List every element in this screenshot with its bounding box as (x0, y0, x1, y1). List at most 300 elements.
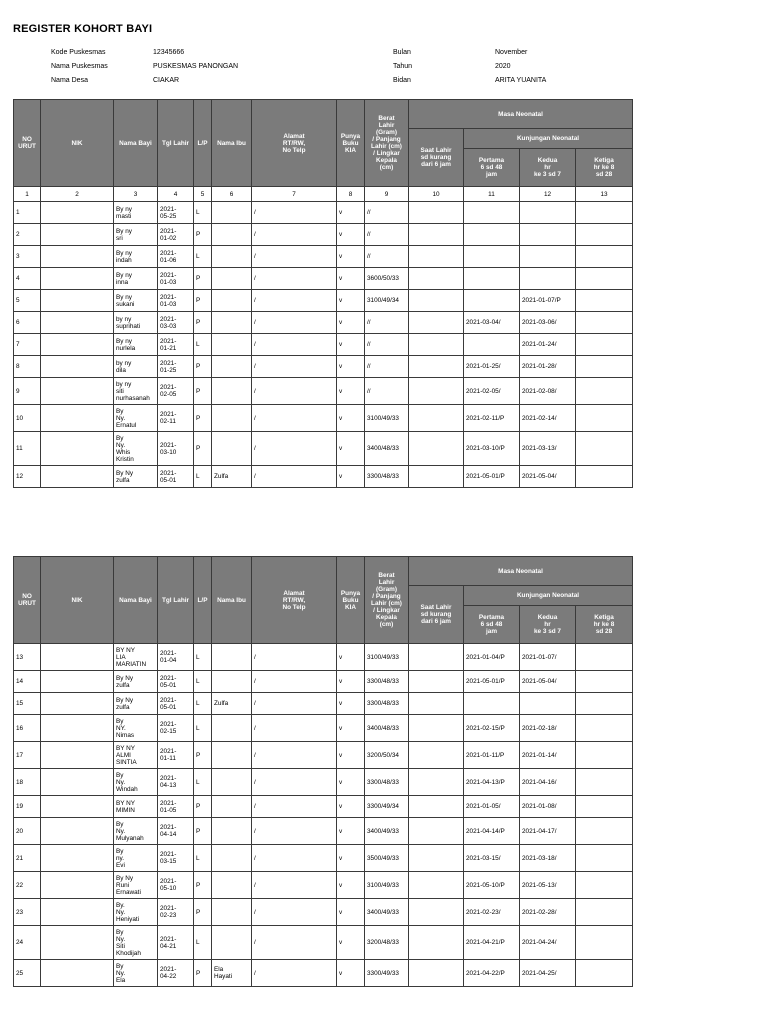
cell-alamat: / (252, 845, 337, 872)
cell-nama-bayi: By ny sri (114, 224, 158, 246)
cell-berat-lahir: 3300/49/33 (365, 960, 409, 987)
header-masa-neonatal: Masa Neonatal (409, 557, 633, 586)
cell-nik (41, 268, 114, 290)
cell-nik (41, 466, 114, 488)
cell-nama-bayi: By ny inna (114, 268, 158, 290)
header-tgl-lahir: Tgl Lahir (158, 100, 194, 187)
cell-kunjungan-kedua: 2021-01-08/ (520, 796, 576, 818)
cell-punya-buku: v (337, 356, 365, 378)
cell-kunjungan-kedua: 2021-04-25/ (520, 960, 576, 987)
cell-saat-lahir (409, 378, 464, 405)
cell-tgl-lahir: 2021- 01-11 (158, 742, 194, 769)
cell-alamat: / (252, 644, 337, 671)
cell-kunjungan-kedua: 2021-01-28/ (520, 356, 576, 378)
cell-saat-lahir (409, 432, 464, 466)
cell-berat-lahir: 3300/48/33 (365, 466, 409, 488)
cell-saat-lahir (409, 334, 464, 356)
cell-kunjungan-ketiga (576, 742, 633, 769)
cell-kunjungan-kedua (520, 202, 576, 224)
cell-saat-lahir (409, 290, 464, 312)
table-row (14, 899, 633, 926)
cell-saat-lahir (409, 202, 464, 224)
header-lp: L/P (194, 557, 212, 644)
cell-berat-lahir: 3300/48/33 (365, 769, 409, 796)
cell-alamat: / (252, 926, 337, 960)
cell-lp: L (194, 246, 212, 268)
cell-nama-ibu (212, 432, 252, 466)
cell-nama-ibu: Zulfa (212, 693, 252, 715)
cell-berat-lahir: 3100/49/33 (365, 644, 409, 671)
cell-kunjungan-kedua: 2021-04-17/ (520, 818, 576, 845)
cell-berat-lahir: // (365, 312, 409, 334)
cell-kunjungan-pertama (464, 693, 520, 715)
cell-berat-lahir: // (365, 224, 409, 246)
cell-kunjungan-ketiga (576, 224, 633, 246)
table-row (14, 818, 633, 845)
cell-punya-buku: v (337, 202, 365, 224)
kode-puskesmas-value: 12345666 (153, 49, 185, 56)
header-no-urut: NO URUT (14, 100, 41, 187)
nama-desa-label: Nama Desa (51, 77, 88, 84)
cell-alamat: / (252, 818, 337, 845)
cell-nik (41, 202, 114, 224)
cell-berat-lahir: 3400/49/33 (365, 899, 409, 926)
cell-lp: P (194, 432, 212, 466)
cell-kunjungan-kedua: 2021-01-07/ (520, 644, 576, 671)
table-row (14, 693, 633, 715)
cell-berat-lahir: 3500/49/33 (365, 845, 409, 872)
cell-kunjungan-pertama: 2021-01-04/P (464, 644, 520, 671)
cell-lp: P (194, 899, 212, 926)
cell-punya-buku: v (337, 796, 365, 818)
cell-punya-buku: v (337, 246, 365, 268)
cell-punya-buku: v (337, 742, 365, 769)
cell-kunjungan-ketiga (576, 466, 633, 488)
cell-saat-lahir (409, 671, 464, 693)
cell-saat-lahir (409, 466, 464, 488)
cell-kunjungan-pertama (464, 246, 520, 268)
table-2-body (14, 644, 633, 987)
cell-nik (41, 899, 114, 926)
cell-berat-lahir: 3300/48/33 (365, 671, 409, 693)
cell-kunjungan-ketiga (576, 290, 633, 312)
column-number: 12 (520, 187, 576, 202)
cell-tgl-lahir: 2021- 02-11 (158, 405, 194, 432)
cell-punya-buku: v (337, 845, 365, 872)
cell-kunjungan-ketiga (576, 796, 633, 818)
cell-kunjungan-kedua: 2021-04-16/ (520, 769, 576, 796)
cell-nama-bayi: By Ny. Ernatul (114, 405, 158, 432)
cell-nama-ibu: Zulfa (212, 466, 252, 488)
cell-nama-bayi: By Ny zulfa (114, 693, 158, 715)
cell-saat-lahir (409, 268, 464, 290)
page-title: REGISTER KOHORT BAYI (13, 23, 153, 35)
cell-berat-lahir: 3100/49/33 (365, 872, 409, 899)
cell-lp: L (194, 644, 212, 671)
cell-no: 4 (14, 268, 41, 290)
bulan-value: November (495, 49, 528, 56)
cell-berat-lahir: 3400/49/33 (365, 818, 409, 845)
cell-nik (41, 356, 114, 378)
cell-nama-ibu (212, 405, 252, 432)
header-masa-neonatal: Masa Neonatal (409, 100, 633, 129)
header-ketiga: Ketiga hr ke 8 sd 28 (576, 149, 633, 187)
header-nama-ibu: Nama Ibu (212, 557, 252, 644)
cell-kunjungan-kedua: 2021-05-04/ (520, 466, 576, 488)
cell-lp: L (194, 845, 212, 872)
cell-saat-lahir (409, 960, 464, 987)
cell-nama-ibu (212, 671, 252, 693)
cell-nama-ibu (212, 769, 252, 796)
cell-nama-bayi: by ny suprihati (114, 312, 158, 334)
cell-no: 11 (14, 432, 41, 466)
cell-kunjungan-ketiga (576, 644, 633, 671)
cell-no: 23 (14, 899, 41, 926)
cell-lp: L (194, 466, 212, 488)
bidan-label: Bidan (393, 77, 411, 84)
cell-punya-buku: v (337, 926, 365, 960)
table-row (14, 715, 633, 742)
cell-lp: L (194, 671, 212, 693)
cell-saat-lahir (409, 926, 464, 960)
cell-nama-bayi: By ny masti (114, 202, 158, 224)
cell-tgl-lahir: 2021- 01-06 (158, 246, 194, 268)
table-row (14, 356, 633, 378)
cell-lp: L (194, 334, 212, 356)
cell-nama-bayi: By Ny Runi Ernawati (114, 872, 158, 899)
column-number: 2 (41, 187, 114, 202)
cell-tgl-lahir: 2021- 03-10 (158, 432, 194, 466)
cell-alamat: / (252, 872, 337, 899)
header-nama-ibu: Nama Ibu (212, 100, 252, 187)
cell-saat-lahir (409, 742, 464, 769)
cell-kunjungan-ketiga (576, 926, 633, 960)
cell-kunjungan-pertama: 2021-05-10/P (464, 872, 520, 899)
cell-nama-ibu (212, 715, 252, 742)
cell-nama-ibu (212, 845, 252, 872)
cell-punya-buku: v (337, 378, 365, 405)
register-table-1 (13, 99, 633, 488)
cell-no: 24 (14, 926, 41, 960)
cell-kunjungan-ketiga (576, 268, 633, 290)
cell-kunjungan-pertama: 2021-04-14/P (464, 818, 520, 845)
cell-kunjungan-pertama: 2021-05-01/P (464, 466, 520, 488)
cell-nik (41, 742, 114, 769)
cell-punya-buku: v (337, 693, 365, 715)
cell-no: 21 (14, 845, 41, 872)
cell-nik (41, 378, 114, 405)
cell-nik (41, 715, 114, 742)
cell-tgl-lahir: 2021- 04-13 (158, 769, 194, 796)
cell-lp: P (194, 312, 212, 334)
cell-nama-ibu (212, 872, 252, 899)
header-lp: L/P (194, 100, 212, 187)
cell-nama-bayi: BY NY MIMIN (114, 796, 158, 818)
table-row (14, 466, 633, 488)
cell-kunjungan-ketiga (576, 960, 633, 987)
cell-kunjungan-pertama: 2021-03-04/ (464, 312, 520, 334)
cell-kunjungan-ketiga (576, 432, 633, 466)
cell-kunjungan-pertama: 2021-02-15/P (464, 715, 520, 742)
cell-tgl-lahir: 2021- 02-05 (158, 378, 194, 405)
cell-kunjungan-ketiga (576, 202, 633, 224)
header-pertama: Pertama 6 sd 48 jam (464, 606, 520, 644)
cell-alamat: / (252, 405, 337, 432)
cell-lp: P (194, 378, 212, 405)
cell-saat-lahir (409, 769, 464, 796)
cell-nama-ibu (212, 356, 252, 378)
cell-no: 9 (14, 378, 41, 405)
cell-no: 22 (14, 872, 41, 899)
cell-tgl-lahir: 2021- 05-10 (158, 872, 194, 899)
cell-berat-lahir: 3400/48/33 (365, 715, 409, 742)
cell-lp: P (194, 960, 212, 987)
cell-kunjungan-pertama (464, 268, 520, 290)
cell-nama-ibu (212, 899, 252, 926)
header-kedua: Kedua hr ke 3 sd 7 (520, 149, 576, 187)
nama-puskesmas-value: PUSKESMAS PANONGAN (153, 63, 239, 70)
header-nik: NIK (41, 100, 114, 187)
cell-lp: P (194, 872, 212, 899)
cell-nik (41, 796, 114, 818)
header-saat-lahir: Saat Lahir sd kurang dari 6 jam (409, 129, 464, 187)
cell-punya-buku: v (337, 290, 365, 312)
cell-kunjungan-ketiga (576, 818, 633, 845)
cell-nama-bayi: By Ny zulfa (114, 466, 158, 488)
cell-punya-buku: v (337, 312, 365, 334)
cell-lp: P (194, 224, 212, 246)
cell-punya-buku: v (337, 224, 365, 246)
cell-alamat: / (252, 246, 337, 268)
cell-kunjungan-kedua: 2021-02-08/ (520, 378, 576, 405)
cell-alamat: / (252, 796, 337, 818)
table-row (14, 796, 633, 818)
bidan-value: ARITA YUANITA (495, 77, 547, 84)
cell-kunjungan-kedua: 2021-02-18/ (520, 715, 576, 742)
cell-nama-bayi: By ny sukani (114, 290, 158, 312)
column-number: 5 (194, 187, 212, 202)
cell-nama-ibu (212, 926, 252, 960)
cell-berat-lahir: // (365, 356, 409, 378)
cell-kunjungan-pertama: 2021-01-11/P (464, 742, 520, 769)
cell-no: 17 (14, 742, 41, 769)
cell-nama-bayi: By Ny. Windah (114, 769, 158, 796)
cell-kunjungan-pertama (464, 290, 520, 312)
cell-berat-lahir: 3200/48/33 (365, 926, 409, 960)
cell-tgl-lahir: 2021- 04-14 (158, 818, 194, 845)
cell-tgl-lahir: 2021- 01-03 (158, 268, 194, 290)
cell-punya-buku: v (337, 715, 365, 742)
cell-punya-buku: v (337, 769, 365, 796)
cell-nama-bayi: by ny dila (114, 356, 158, 378)
cell-berat-lahir: // (365, 378, 409, 405)
header-saat-lahir: Saat Lahir sd kurang dari 6 jam (409, 586, 464, 644)
cell-punya-buku: v (337, 872, 365, 899)
table-row (14, 926, 633, 960)
column-number: 9 (365, 187, 409, 202)
cell-nama-bayi: By Ny. Whis Kristin (114, 432, 158, 466)
cell-kunjungan-pertama (464, 334, 520, 356)
cell-berat-lahir: 3300/48/33 (365, 693, 409, 715)
cell-lp: P (194, 742, 212, 769)
cell-kunjungan-pertama: 2021-04-22/P (464, 960, 520, 987)
cell-nik (41, 432, 114, 466)
table-row (14, 845, 633, 872)
cell-punya-buku: v (337, 960, 365, 987)
cell-kunjungan-ketiga (576, 872, 633, 899)
cell-saat-lahir (409, 818, 464, 845)
cell-kunjungan-ketiga (576, 899, 633, 926)
cell-berat-lahir: 3400/48/33 (365, 432, 409, 466)
cell-kunjungan-kedua: 2021-04-24/ (520, 926, 576, 960)
cell-alamat: / (252, 715, 337, 742)
cell-alamat: / (252, 742, 337, 769)
column-number-row (14, 187, 633, 202)
header-ketiga: Ketiga hr ke 8 sd 28 (576, 606, 633, 644)
cell-no: 5 (14, 290, 41, 312)
cell-nama-bayi: By ny indah (114, 246, 158, 268)
header-kunjungan-neonatal: Kunjungan Neonatal (464, 129, 633, 149)
cell-lp: P (194, 290, 212, 312)
cell-nama-ibu (212, 796, 252, 818)
cell-nik (41, 246, 114, 268)
cell-saat-lahir (409, 644, 464, 671)
cell-kunjungan-pertama (464, 224, 520, 246)
bulan-label: Bulan (393, 49, 411, 56)
cell-punya-buku: v (337, 268, 365, 290)
cell-punya-buku: v (337, 466, 365, 488)
cell-kunjungan-kedua (520, 224, 576, 246)
cell-nama-bayi: BY NY ALMI SINTIA (114, 742, 158, 769)
cell-lp: P (194, 356, 212, 378)
cell-kunjungan-pertama: 2021-02-11/P (464, 405, 520, 432)
cell-no: 16 (14, 715, 41, 742)
cell-no: 20 (14, 818, 41, 845)
cell-no: 18 (14, 769, 41, 796)
tahun-value: 2020 (495, 63, 511, 70)
cell-nama-ibu (212, 644, 252, 671)
cell-alamat: / (252, 671, 337, 693)
cell-kunjungan-pertama: 2021-03-15/ (464, 845, 520, 872)
header-punya-buku: Punya Buku KIA (337, 100, 365, 187)
cell-no: 15 (14, 693, 41, 715)
table-row (14, 246, 633, 268)
cell-tgl-lahir: 2021- 01-21 (158, 334, 194, 356)
cell-tgl-lahir: 2021- 04-22 (158, 960, 194, 987)
table-row (14, 769, 633, 796)
header-kunjungan-neonatal: Kunjungan Neonatal (464, 586, 633, 606)
cell-kunjungan-ketiga (576, 378, 633, 405)
column-number: 10 (409, 187, 464, 202)
column-number: 8 (337, 187, 365, 202)
cell-alamat: / (252, 356, 337, 378)
table-row (14, 432, 633, 466)
cell-nik (41, 405, 114, 432)
cell-no: 10 (14, 405, 41, 432)
cell-lp: L (194, 715, 212, 742)
cell-tgl-lahir: 2021- 05-01 (158, 466, 194, 488)
cell-alamat: / (252, 334, 337, 356)
cell-lp: P (194, 796, 212, 818)
table-row (14, 378, 633, 405)
cell-tgl-lahir: 2021- 05-01 (158, 693, 194, 715)
cell-tgl-lahir: 2021- 02-23 (158, 899, 194, 926)
tahun-label: Tahun (393, 63, 413, 70)
cell-lp: L (194, 926, 212, 960)
cell-nik (41, 224, 114, 246)
cell-kunjungan-ketiga (576, 715, 633, 742)
cell-alamat: / (252, 378, 337, 405)
cell-kunjungan-ketiga (576, 769, 633, 796)
cell-alamat: / (252, 202, 337, 224)
cell-nama-ibu (212, 202, 252, 224)
cell-lp: L (194, 202, 212, 224)
cell-kunjungan-pertama: 2021-01-25/ (464, 356, 520, 378)
cell-saat-lahir (409, 246, 464, 268)
nama-puskesmas-label: Nama Puskesmas (51, 63, 108, 70)
cell-nik (41, 960, 114, 987)
cell-kunjungan-kedua: 2021-01-14/ (520, 742, 576, 769)
cell-punya-buku: v (337, 671, 365, 693)
table-row (14, 312, 633, 334)
cell-berat-lahir: // (365, 246, 409, 268)
header-nama-bayi: Nama Bayi (114, 557, 158, 644)
cell-nama-ibu (212, 246, 252, 268)
cell-kunjungan-kedua (520, 246, 576, 268)
cell-saat-lahir (409, 796, 464, 818)
cell-berat-lahir: // (365, 334, 409, 356)
cell-kunjungan-kedua: 2021-01-07/P (520, 290, 576, 312)
cell-no: 7 (14, 334, 41, 356)
cell-saat-lahir (409, 224, 464, 246)
column-number: 4 (158, 187, 194, 202)
column-number: 11 (464, 187, 520, 202)
table-row (14, 872, 633, 899)
header-punya-buku: Punya Buku KIA (337, 557, 365, 644)
cell-nik (41, 312, 114, 334)
header-nama-bayi: Nama Bayi (114, 100, 158, 187)
cell-nik (41, 644, 114, 671)
cell-nama-ibu (212, 334, 252, 356)
table-row (14, 290, 633, 312)
cell-berat-lahir: // (365, 202, 409, 224)
cell-kunjungan-kedua: 2021-01-24/ (520, 334, 576, 356)
cell-punya-buku: v (337, 405, 365, 432)
cell-no: 6 (14, 312, 41, 334)
cell-saat-lahir (409, 715, 464, 742)
cell-berat-lahir: 3200/50/34 (365, 742, 409, 769)
cell-tgl-lahir: 2021- 01-02 (158, 224, 194, 246)
header-berat-lahir: Berat Lahir (Gram) / Panjang Lahir (cm) / Lingkar Kepala (cm) (365, 100, 409, 187)
table-row (14, 224, 633, 246)
cell-nama-ibu (212, 742, 252, 769)
cell-lp: P (194, 818, 212, 845)
cell-kunjungan-kedua: 2021-03-18/ (520, 845, 576, 872)
cell-nama-ibu: Ela Hayati (212, 960, 252, 987)
header-alamat: Alamat RT/RW, No Telp (252, 100, 337, 187)
cell-nik (41, 926, 114, 960)
cell-kunjungan-kedua (520, 693, 576, 715)
cell-nama-ibu (212, 290, 252, 312)
cell-kunjungan-ketiga (576, 356, 633, 378)
cell-nama-bayi: by ny siti nurhasanah (114, 378, 158, 405)
cell-nama-ibu (212, 312, 252, 334)
cell-nik (41, 693, 114, 715)
header-nik: NIK (41, 557, 114, 644)
cell-alamat: / (252, 466, 337, 488)
column-number: 7 (252, 187, 337, 202)
cell-nik (41, 334, 114, 356)
